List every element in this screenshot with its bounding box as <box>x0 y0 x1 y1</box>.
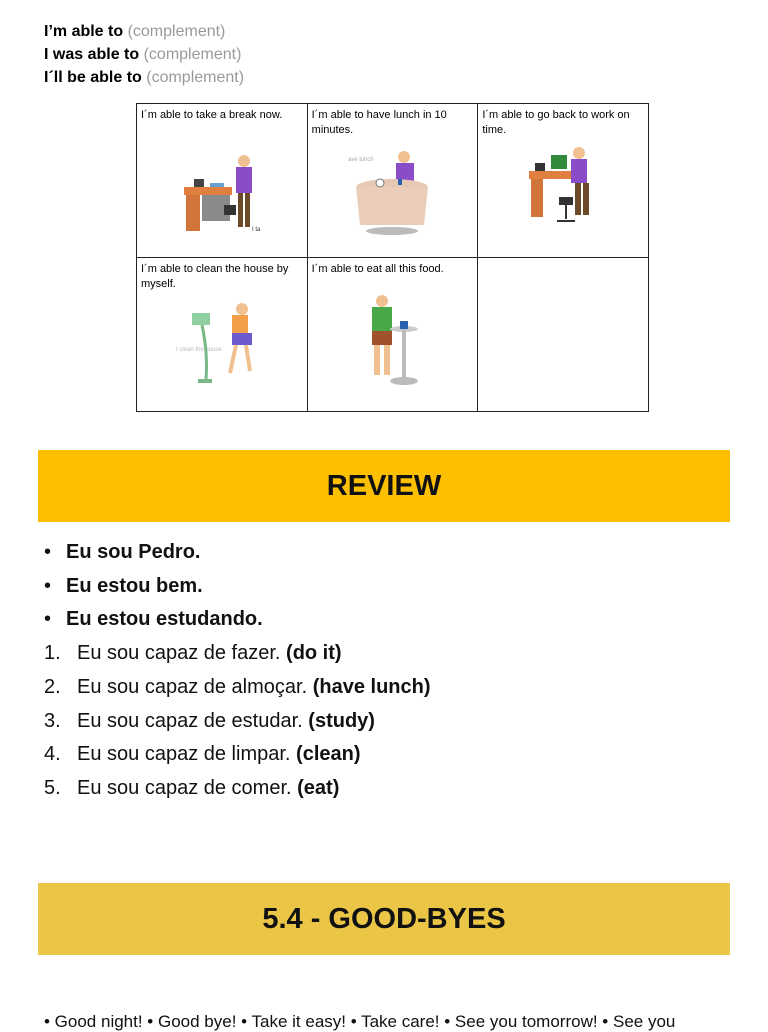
item-number: 2. <box>44 675 61 698</box>
pattern-line-future <box>44 66 244 89</box>
list-item <box>44 671 431 705</box>
pattern-complement: (complement) <box>146 69 245 86</box>
grid-cell-break <box>137 104 308 258</box>
review-heading: REVIEW <box>38 450 730 522</box>
item-number: 4. <box>44 743 61 766</box>
list-item <box>44 637 431 671</box>
bullet-marker: • <box>44 574 52 597</box>
goodbyes-heading: 5.4 - GOOD-BYES <box>38 883 730 955</box>
item-text: Eu sou capaz de limpar. <box>77 743 291 766</box>
office-worker-at-computer-icon <box>478 139 648 249</box>
item-english: (eat) <box>297 776 340 799</box>
grid-cell-work <box>478 104 649 258</box>
list-item <box>44 536 431 570</box>
grid-cell-empty <box>478 258 649 412</box>
item-english: (study) <box>308 709 375 732</box>
cell-caption: I´m able to go back to work on time. <box>482 109 630 136</box>
pattern-bold: I’m able to <box>44 23 124 40</box>
list-item <box>44 570 431 604</box>
grid-cell-clean <box>137 258 308 412</box>
bullet-marker: • <box>44 608 52 631</box>
bullet-marker: • <box>44 541 52 563</box>
item-number: 5. <box>44 776 61 799</box>
list-item <box>44 705 431 739</box>
item-text: Eu sou capaz de fazer. <box>77 642 281 665</box>
list-item <box>44 738 431 772</box>
item-english: (clean) <box>296 743 361 766</box>
bullet-text: Eu estou bem. <box>66 574 203 597</box>
review-list <box>44 536 431 806</box>
bullet-text: Eu estou estudando. <box>66 608 263 631</box>
cell-caption: I´m able to clean the house by myself. <box>141 263 289 290</box>
item-text: Eu sou capaz de almoçar. <box>77 675 308 698</box>
svg-text:I ta: I ta <box>251 227 261 233</box>
item-english: (have lunch) <box>312 675 431 698</box>
pattern-complement: (complement) <box>143 46 242 63</box>
grid-cell-lunch <box>307 104 478 258</box>
office-worker-standing-icon <box>137 139 307 249</box>
person-eating-standing-icon <box>308 293 478 403</box>
example-grid <box>136 103 649 412</box>
list-item <box>44 772 431 806</box>
bullet-text: Eu sou Pedro. <box>66 541 201 563</box>
person-eating-at-table-icon <box>308 139 478 249</box>
pattern-line-past <box>44 43 244 66</box>
svg-text:I clean the house: I clean the house <box>175 347 222 353</box>
cell-caption: I´m able to have lunch in 10 minutes. <box>311 109 447 136</box>
goodbye-phrases: • Good night! • Good bye! • Take it easy! • Take care! • See you tomorrow! • See you <box>44 1012 676 1031</box>
cell-caption: I´m able to eat all this food. <box>311 263 444 275</box>
pattern-line-present <box>44 20 244 43</box>
svg-text:ave lunch: ave lunch <box>348 157 375 163</box>
item-number: 3. <box>44 709 61 732</box>
grid-cell-eat <box>307 258 478 412</box>
item-number: 1. <box>44 642 61 665</box>
cell-caption: I´m able to take a break now. <box>141 109 283 121</box>
pattern-bold: I´ll be able to <box>44 69 142 86</box>
list-item <box>44 603 431 637</box>
item-text: Eu sou capaz de estudar. <box>77 709 303 732</box>
item-english: (do it) <box>286 642 342 665</box>
pattern-complement: (complement) <box>127 23 226 40</box>
pattern-bold: I was able to <box>44 46 140 63</box>
person-vacuuming-icon <box>137 293 307 403</box>
able-to-pattern <box>44 20 244 89</box>
item-text: Eu sou capaz de comer. <box>77 776 292 799</box>
